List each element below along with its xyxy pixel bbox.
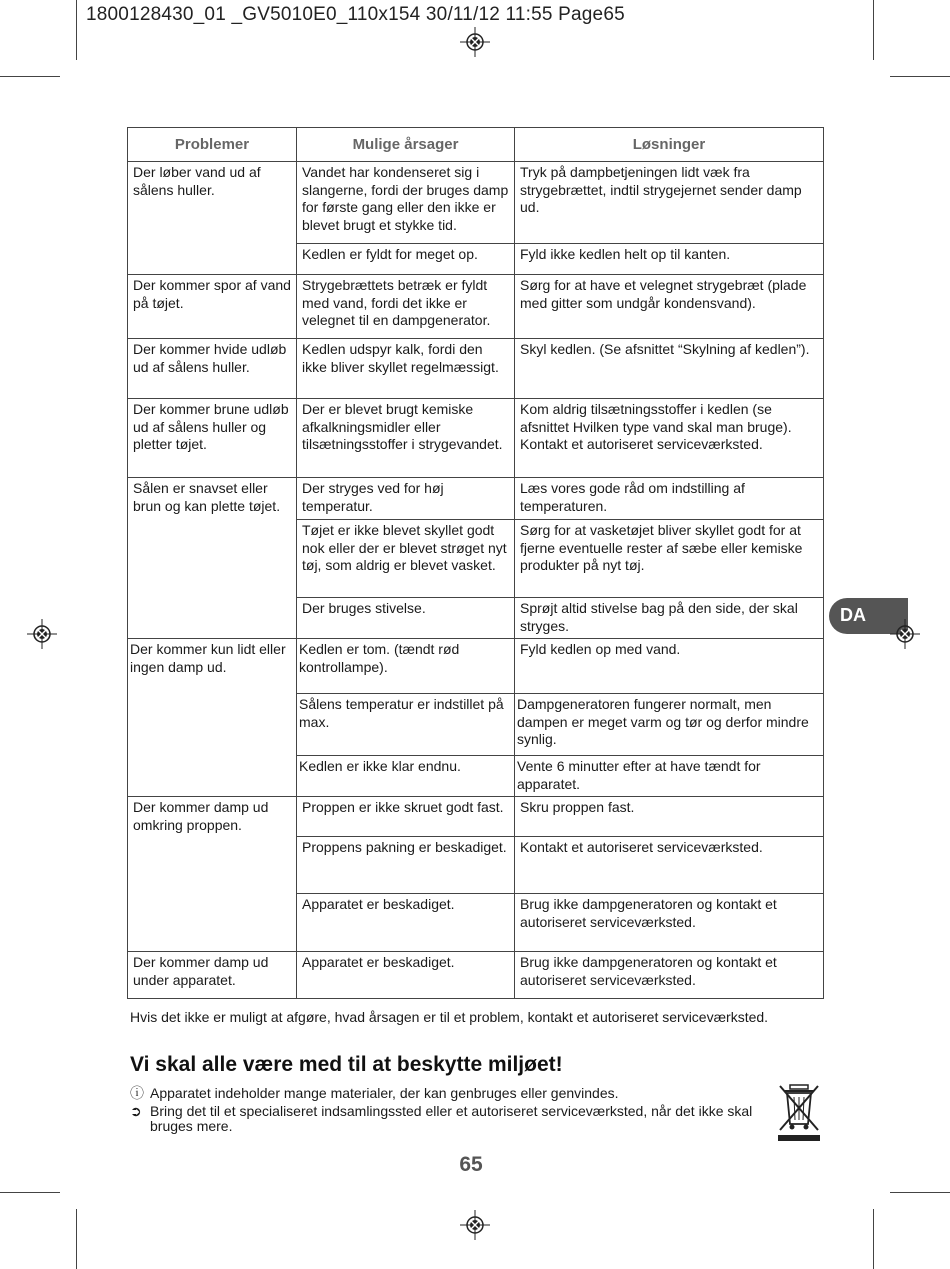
cause-cell: Vandet har kondenseret sig i slangerne, fordi der bruges damp for første gang eller den ikke er blevet brugt et stykke tid. [297,162,515,244]
solution-cell: Dampgeneratoren fungerer normalt, men dampen er meget varm og tør og derfor mindre synlig. [515,694,824,756]
solution-cell: Kontakt et autoriseret serviceværksted. [515,837,824,894]
cause-cell: Der bruges stivelse. [297,598,515,639]
crop-mark [873,1209,874,1269]
problem-cell: Der løber vand ud af sålens huller. [128,162,297,275]
table-row [128,639,824,694]
column-header-solutions: Løsninger [515,128,824,162]
cause-cell: Der stryges ved for høj temperatur. [297,478,515,520]
solution-cell: Vente 6 minutter efter at have tændt for apparatet. [515,756,824,797]
problem-cell: Sålen er snavset eller brun og kan plette tøjet. [128,478,297,639]
info-icon: ⓘ [130,1085,144,1101]
problem-cell: Der kommer hvide udløb ud af sålens huller. [128,339,297,399]
cause-cell: Der er blevet brugt kemiske afkalkningsmidler eller tilsætningsstoffer i strygevandet. [297,399,515,478]
print-slug: 1800128430_01 _GV5010E0_110x154 30/11/12 11:55 Page65 [86,4,625,25]
registration-mark-icon [890,619,920,649]
problem-cell: Der kommer brune udløb ud af sålens huller og pletter tøjet. [128,399,297,478]
problem-cell: Der kommer damp ud under apparatet. [128,952,297,999]
cause-cell: Apparatet er beskadiget. [297,894,515,952]
crop-mark [890,1192,950,1193]
solution-cell: Fyld kedlen op med vand. [515,639,824,694]
table-row [128,275,824,339]
registration-mark-icon [27,619,57,649]
registration-mark-icon [460,1210,490,1240]
solution-cell: Sørg for at have et velegnet strygebræt (plade med gitter som undgår kondensvand). [515,275,824,339]
solution-cell: Sørg for at vasketøjet bliver skyllet godt for at fjerne eventuelle rester af sæbe eller kemiske produkter på nyt tøj. [515,520,824,598]
environment-heading: Vi skal alle være med til at beskytte miljøet! [130,1053,563,1076]
crop-mark [0,76,60,77]
page-number: 65 [459,1153,483,1176]
column-header-causes: Mulige årsager [297,128,515,162]
solution-cell: Læs vores gode råd om indstilling af temperaturen. [515,478,824,520]
table-row [128,478,824,520]
cause-cell: Apparatet er beskadiget. [297,952,515,999]
column-header-problems: Problemer [128,128,297,162]
list-item [130,1104,790,1134]
list-item-text: Apparatet indeholder mange materialer, der kan genbruges eller genvindes. [150,1085,619,1101]
crop-mark [76,1209,77,1269]
problem-cell: Der kommer spor af vand på tøjet. [128,275,297,339]
troubleshooting-table [127,127,824,999]
crop-mark [890,76,950,77]
solution-cell: Tryk på dampbetjeningen lidt væk fra strygebrættet, indtil strygejernet sender damp ud. [515,162,824,244]
table-header-row [128,128,824,162]
crop-mark [76,0,77,60]
problem-cell: Der kommer damp ud omkring proppen. [128,797,297,952]
cause-cell: Proppen er ikke skruet godt fast. [297,797,515,837]
solution-cell: Skru proppen fast. [515,797,824,837]
language-tab-label: DA [840,605,866,625]
crossed-out-bin-icon [776,1082,822,1142]
solution-cell: Skyl kedlen. (Se afsnittet “Skylning af kedlen”). [515,339,824,399]
problem-cell: Der kommer kun lidt eller ingen damp ud. [128,639,297,797]
crop-mark [873,0,874,60]
registration-mark-icon [460,27,490,57]
list-item-text: Bring det til et specialiseret indsamlingssted eller et autoriseret serviceværksted, når det ikke skal bruges mere. [150,1103,753,1134]
cause-cell: Kedlen er fyldt for meget op. [297,244,515,275]
table-row [128,797,824,837]
table-row [128,162,824,244]
solution-cell: Brug ikke dampgeneratoren og kontakt et autoriseret serviceværksted. [515,894,824,952]
cause-cell: Sålens temperatur er indstillet på max. [297,694,515,756]
cause-cell: Kedlen udspyr kalk, fordi den ikke bliver skyllet regelmæssigt. [297,339,515,399]
crop-mark [0,1192,60,1193]
table-row [128,339,824,399]
arrow-icon: ➲ [130,1103,142,1119]
service-note: Hvis det ikke er muligt at afgøre, hvad årsagen er til et problem, kontakt et autoriseret serviceværksted. [130,1009,769,1025]
solution-cell: Sprøjt altid stivelse bag på den side, der skal stryges. [515,598,824,639]
solution-cell: Brug ikke dampgeneratoren og kontakt et autoriseret serviceværksted. [515,952,824,999]
solution-cell: Kom aldrig tilsætningsstoffer i kedlen (se afsnittet Hvilken type vand skal man bruge). Kontakt et autoriseret serviceværksted. [515,399,824,478]
cause-cell: Strygebrættets betræk er fyldt med vand, fordi det ikke er velegnet til en dampgenerator. [297,275,515,339]
cause-cell: Proppens pakning er beskadiget. [297,837,515,894]
list-item [130,1086,770,1101]
solution-cell: Fyld ikke kedlen helt op til kanten. [515,244,824,275]
table-row [128,399,824,478]
cause-cell: Kedlen er tom. (tændt rød kontrollampe). [297,639,515,694]
cause-cell: Kedlen er ikke klar endnu. [297,756,515,797]
cause-cell: Tøjet er ikke blevet skyllet godt nok eller der er blevet strøget nyt tøj, som aldrig er blevet vasket. [297,520,515,598]
table-row [128,952,824,999]
